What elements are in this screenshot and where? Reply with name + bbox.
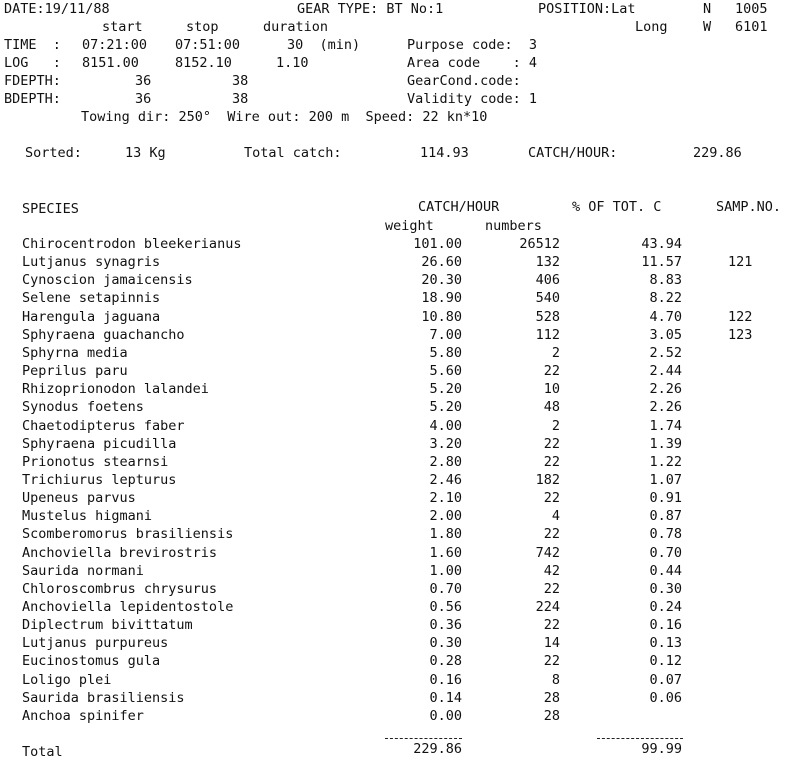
weight-value: 7.00 bbox=[429, 327, 462, 343]
percent-value: 0.16 bbox=[649, 617, 682, 633]
numbers-value: 8 bbox=[551, 672, 560, 688]
total-label: Total bbox=[22, 744, 63, 760]
numbers-value: 14 bbox=[543, 635, 560, 651]
numbers-value: 26512 bbox=[519, 236, 560, 252]
bdepth-stop: 38 bbox=[232, 91, 249, 107]
gearcond-code: GearCond.code: bbox=[407, 73, 521, 89]
weight-value: 5.20 bbox=[429, 381, 462, 397]
numbers-value: 22 bbox=[543, 490, 560, 506]
time-label: TIME : bbox=[4, 37, 61, 53]
species-name: Diplectrum bivittatum bbox=[22, 617, 193, 633]
numbers-value: 10 bbox=[543, 381, 560, 397]
percent-value: 0.06 bbox=[649, 690, 682, 706]
species-name: Saurida brasiliensis bbox=[22, 690, 185, 706]
pct-total-header: % OF TOT. C bbox=[572, 199, 662, 215]
species-name: Scomberomorus brasiliensis bbox=[22, 526, 234, 542]
species-name: Chloroscombrus chrysurus bbox=[22, 581, 218, 597]
species-name: Anchoviella lepidentostole bbox=[22, 599, 234, 615]
species-name: Prionotus stearnsi bbox=[22, 454, 169, 470]
percent-value: 0.13 bbox=[649, 635, 682, 651]
weight-value: 20.30 bbox=[421, 272, 462, 288]
numbers-value: 22 bbox=[543, 436, 560, 452]
numbers-value: 182 bbox=[535, 472, 560, 488]
percent-value: 11.57 bbox=[641, 254, 682, 270]
area-code: Area code : 4 bbox=[407, 55, 538, 71]
pct-total-rule bbox=[597, 738, 683, 739]
percent-value: 8.83 bbox=[649, 272, 682, 288]
long-label: Long bbox=[635, 19, 668, 35]
numbers-value: 2 bbox=[551, 345, 560, 361]
species-name: Synodus foetens bbox=[22, 399, 144, 415]
time-stop: 07:51:00 bbox=[175, 37, 241, 53]
weight-value: 2.10 bbox=[429, 490, 462, 506]
percent-value: 2.26 bbox=[649, 399, 682, 415]
species-name: Chaetodipterus faber bbox=[22, 418, 185, 434]
species-name: Anchoviella brevirostris bbox=[22, 545, 218, 561]
weight-value: 0.30 bbox=[429, 635, 462, 651]
percent-value: 1.74 bbox=[649, 418, 682, 434]
catch-per-hour-label: CATCH/HOUR: bbox=[528, 145, 618, 161]
species-name: Peprilus paru bbox=[22, 363, 128, 379]
bdepth-label: BDEPTH: bbox=[4, 91, 61, 107]
species-name: Sphyraena guachancho bbox=[22, 327, 185, 343]
weight-value: 18.90 bbox=[421, 290, 462, 306]
species-name: Rhizoprionodon lalandei bbox=[22, 381, 209, 397]
numbers-value: 22 bbox=[543, 454, 560, 470]
weight-value: 2.46 bbox=[429, 472, 462, 488]
weight-value: 4.00 bbox=[429, 418, 462, 434]
numbers-value: 28 bbox=[543, 708, 560, 724]
weight-value: 10.80 bbox=[421, 309, 462, 325]
weight-value: 5.20 bbox=[429, 399, 462, 415]
log-label: LOG : bbox=[4, 55, 61, 71]
numbers-value: 22 bbox=[543, 526, 560, 542]
numbers-value: 406 bbox=[535, 272, 560, 288]
lat-value: 1005 bbox=[735, 1, 768, 17]
species-name: Harengula jaguana bbox=[22, 309, 161, 325]
fdepth-label: FDEPTH: bbox=[4, 73, 61, 89]
gear-type-label: GEAR TYPE: BT No:1 bbox=[297, 1, 444, 17]
weight-value: 3.20 bbox=[429, 436, 462, 452]
weight-value: 1.60 bbox=[429, 545, 462, 561]
weight-value: 0.36 bbox=[429, 617, 462, 633]
percent-value: 0.78 bbox=[649, 526, 682, 542]
numbers-value: 2 bbox=[551, 418, 560, 434]
numbers-value: 22 bbox=[543, 617, 560, 633]
percent-value: 2.44 bbox=[649, 363, 682, 379]
percent-value: 1.39 bbox=[649, 436, 682, 452]
weight-value: 0.00 bbox=[429, 708, 462, 724]
species-name: Selene setapinnis bbox=[22, 290, 161, 306]
weight-value: 26.60 bbox=[421, 254, 462, 270]
log-duration: 1.10 bbox=[276, 55, 309, 71]
weight-value: 0.16 bbox=[429, 672, 462, 688]
time-duration: 30 (min) bbox=[287, 37, 361, 53]
lat-direction: N bbox=[703, 1, 712, 17]
percent-value: 0.70 bbox=[649, 545, 682, 561]
percent-value: 2.52 bbox=[649, 345, 682, 361]
percent-value: 1.07 bbox=[649, 472, 682, 488]
species-name: Loligo plei bbox=[22, 672, 112, 688]
species-name: Cynoscion jamaicensis bbox=[22, 272, 193, 288]
total-catch-value: 114.93 bbox=[420, 145, 469, 161]
date-label: DATE:19/11/88 bbox=[4, 1, 110, 17]
sample-number-header: SAMP.NO. bbox=[716, 199, 782, 215]
weight-value: 5.60 bbox=[429, 363, 462, 379]
species-header: SPECIES bbox=[22, 201, 79, 217]
numbers-value: 42 bbox=[543, 563, 560, 579]
percent-value: 43.94 bbox=[641, 236, 682, 252]
weight-value: 101.00 bbox=[413, 236, 462, 252]
percent-value: 0.07 bbox=[649, 672, 682, 688]
species-name: Eucinostomus gula bbox=[22, 653, 161, 669]
percent-value: 4.70 bbox=[649, 309, 682, 325]
weight-header: weight bbox=[385, 218, 434, 234]
long-value: 6101 bbox=[735, 19, 768, 35]
validity-code: Validity code: 1 bbox=[407, 91, 538, 107]
log-stop: 8152.10 bbox=[175, 55, 232, 71]
species-name: Sphyraena picudilla bbox=[22, 436, 177, 452]
sample-number: 123 bbox=[728, 327, 753, 343]
fdepth-stop: 38 bbox=[232, 73, 249, 89]
numbers-value: 4 bbox=[551, 508, 560, 524]
percent-value: 0.30 bbox=[649, 581, 682, 597]
percent-value: 2.26 bbox=[649, 381, 682, 397]
species-name: Upeneus parvus bbox=[22, 490, 136, 506]
weight-value: 1.80 bbox=[429, 526, 462, 542]
long-direction: W bbox=[703, 19, 712, 35]
time-start: 07:21:00 bbox=[82, 37, 148, 53]
percent-value: 8.22 bbox=[649, 290, 682, 306]
numbers-value: 48 bbox=[543, 399, 560, 415]
numbers-value: 224 bbox=[535, 599, 560, 615]
numbers-value: 132 bbox=[535, 254, 560, 270]
column-start-header: start bbox=[102, 19, 143, 35]
sorted-label: Sorted: bbox=[25, 145, 82, 161]
percent-value: 1.22 bbox=[649, 454, 682, 470]
numbers-value: 22 bbox=[543, 363, 560, 379]
sample-number: 121 bbox=[728, 254, 753, 270]
numbers-value: 528 bbox=[535, 309, 560, 325]
log-start: 8151.00 bbox=[82, 55, 139, 71]
total-catch-label: Total catch: bbox=[244, 145, 342, 161]
weight-value: 0.56 bbox=[429, 599, 462, 615]
species-name: Lutjanus purpureus bbox=[22, 635, 169, 651]
species-name: Sphyrna media bbox=[22, 345, 128, 361]
percent-value: 3.05 bbox=[649, 327, 682, 343]
weight-value: 5.80 bbox=[429, 345, 462, 361]
weight-value: 2.80 bbox=[429, 454, 462, 470]
weight-value: 1.00 bbox=[429, 563, 462, 579]
sample-number: 122 bbox=[728, 309, 753, 325]
numbers-value: 742 bbox=[535, 545, 560, 561]
species-name: Chirocentrodon bleekerianus bbox=[22, 236, 242, 252]
numbers-value: 22 bbox=[543, 581, 560, 597]
catch-hour-header: CATCH/HOUR bbox=[418, 199, 500, 215]
fdepth-start: 36 bbox=[135, 73, 152, 89]
weight-value: 0.28 bbox=[429, 653, 462, 669]
species-name: Mustelus higmani bbox=[22, 508, 153, 524]
species-name: Lutjanus synagris bbox=[22, 254, 161, 270]
numbers-header: numbers bbox=[485, 218, 542, 234]
weight-total-rule bbox=[385, 738, 462, 739]
species-name: Anchoa spinifer bbox=[22, 708, 144, 724]
numbers-value: 22 bbox=[543, 653, 560, 669]
weight-value: 2.00 bbox=[429, 508, 462, 524]
total-weight: 229.86 bbox=[413, 741, 462, 757]
bdepth-start: 36 bbox=[135, 91, 152, 107]
numbers-value: 540 bbox=[535, 290, 560, 306]
percent-value: 0.91 bbox=[649, 490, 682, 506]
total-percent: 99.99 bbox=[641, 741, 682, 757]
weight-value: 0.14 bbox=[429, 690, 462, 706]
species-name: Trichiurus lepturus bbox=[22, 472, 177, 488]
towing-info: Towing dir: 250° Wire out: 200 m Speed: 22 kn*10 bbox=[81, 109, 488, 125]
purpose-code: Purpose code: 3 bbox=[407, 37, 538, 53]
numbers-value: 112 bbox=[535, 327, 560, 343]
percent-value: 0.24 bbox=[649, 599, 682, 615]
column-duration-header: duration bbox=[263, 19, 329, 35]
sorted-value: 13 Kg bbox=[125, 145, 166, 161]
position-label: POSITION:Lat bbox=[538, 1, 636, 17]
species-name: Saurida normani bbox=[22, 563, 144, 579]
percent-value: 0.12 bbox=[649, 653, 682, 669]
weight-value: 0.70 bbox=[429, 581, 462, 597]
catch-per-hour-value: 229.86 bbox=[693, 145, 742, 161]
percent-value: 0.44 bbox=[649, 563, 682, 579]
percent-value: 0.87 bbox=[649, 508, 682, 524]
numbers-value: 28 bbox=[543, 690, 560, 706]
column-stop-header: stop bbox=[186, 19, 219, 35]
